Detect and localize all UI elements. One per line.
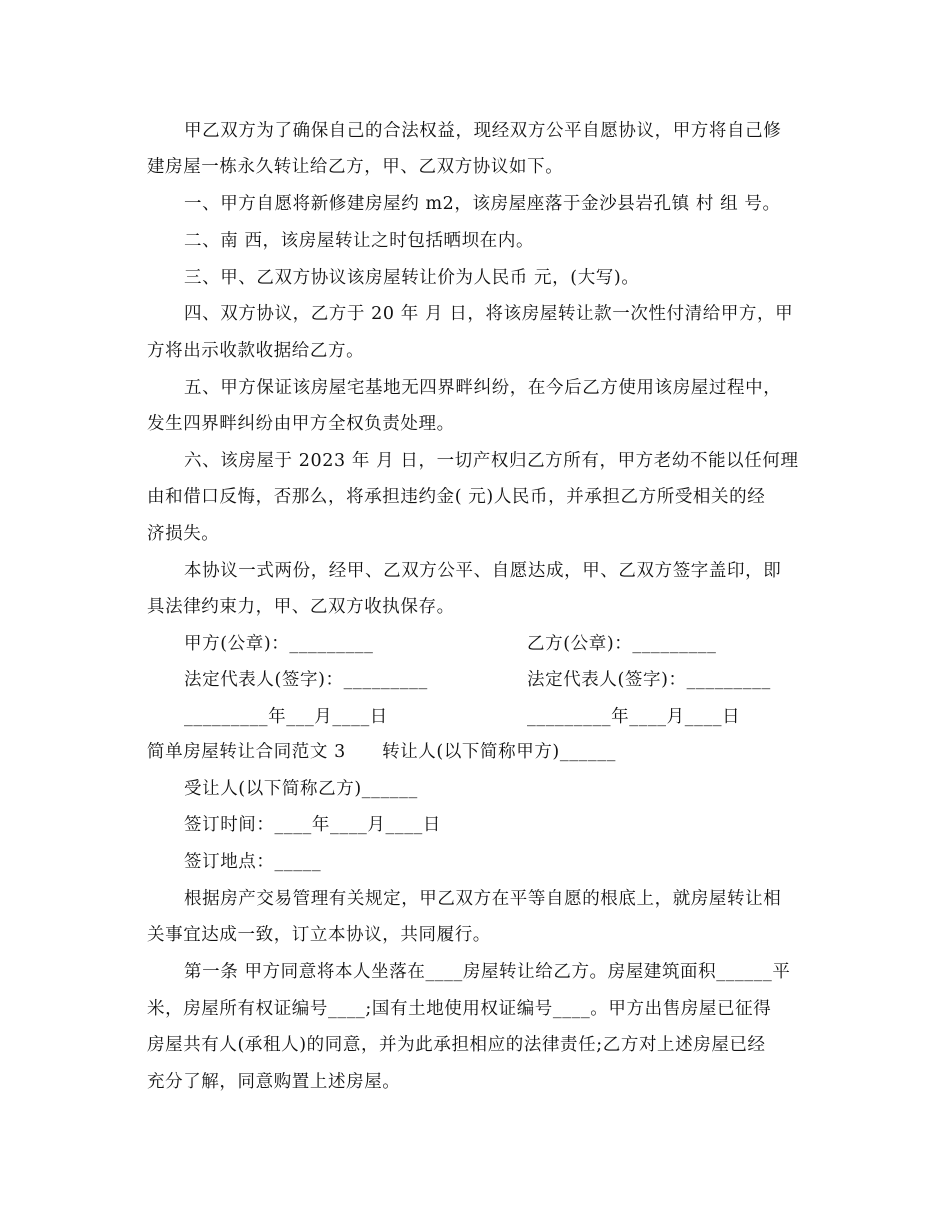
clause-1: 一、甲方自愿将新修建房屋约 m2，该房屋座落于金沙县岩孔镇 村 组 号。 xyxy=(184,194,781,214)
contract-3-intro-line-2: 关事宜达成一致，订立本协议，共同履行。 xyxy=(147,925,491,945)
article-1-line-1: 第一条 甲方同意将本人坐落在____房屋转让给乙方。房屋建筑面积______平 xyxy=(184,962,791,982)
article-1-line-3: 房屋共有人(承租人)的同意，并为此承担相应的法律责任;乙方对上述房屋已经 xyxy=(147,1035,766,1055)
party-b-date: _________年____月____日 xyxy=(527,707,741,727)
clause-4-line-1: 四、双方协议，乙方于 20 年 月 日，将该房屋转让款一次性付清给甲方，甲 xyxy=(184,304,794,324)
paragraph-intro-line-1: 甲乙双方为了确保自己的合法权益，现经双方公平自愿协议，甲方将自己修 xyxy=(184,121,782,141)
clause-5-line-2: 发生四界畔纠纷由甲方全权负责处理。 xyxy=(147,414,455,434)
party-a-date: _________年___月____日 xyxy=(184,707,388,727)
clause-2: 二、南 西，该房屋转让之时包括晒坝在内。 xyxy=(184,231,535,251)
party-a-representative: 法定代表人(签字)：_________ xyxy=(184,670,428,690)
closing-line-1: 本协议一式两份，经甲、乙双方公平、自愿达成，甲、乙双方签字盖印，即 xyxy=(184,561,782,581)
transferee-line: 受让人(以下简称乙方)______ xyxy=(184,779,418,799)
clause-5-line-1: 五、甲方保证该房屋宅基地无四界畔纠纷，在今后乙方使用该房屋过程中， xyxy=(184,378,782,398)
article-1-line-2: 米，房屋所有权证编号____;国有土地使用权证编号____。甲方出售房屋已征得 xyxy=(147,999,772,1019)
sign-place-line: 签订地点：_____ xyxy=(184,852,322,872)
clause-4-line-2: 方将出示收款收据给乙方。 xyxy=(147,341,365,361)
clause-6-line-3: 济损失。 xyxy=(147,524,220,544)
article-1-line-4: 充分了解，同意购置上述房屋。 xyxy=(147,1072,401,1092)
clause-6-line-2: 由和借口反悔，否那么，将承担违约金( 元)人民币，并承担乙方所受相关的经 xyxy=(147,487,766,507)
clause-3: 三、甲、乙双方协议该房屋转让价为人民币 元，(大写)。 xyxy=(184,268,640,288)
party-a-seal: 甲方(公章)：_________ xyxy=(184,634,374,654)
paragraph-intro-line-2: 建房屋一栋永久转让给乙方，甲、乙双方协议如下。 xyxy=(147,157,564,177)
contract-3-intro-line-1: 根据房产交易管理有关规定，甲乙双方在平等自愿的根底上，就房屋转让相 xyxy=(184,889,782,909)
closing-line-2: 具法律约束力，甲、乙双方收执保存。 xyxy=(147,597,455,617)
party-b-representative: 法定代表人(签字)：_________ xyxy=(527,670,771,690)
clause-6-line-1: 六、该房屋于 2023 年 月 日，一切产权归乙方所有，甲方老幼不能以任何理 xyxy=(184,451,799,471)
sign-time-line: 签订时间：____年____月____日 xyxy=(184,815,441,835)
party-b-seal: 乙方(公章)：_________ xyxy=(527,634,717,654)
contract-3-heading: 简单房屋转让合同范文 3 转让人(以下简称甲方)______ xyxy=(147,742,616,762)
